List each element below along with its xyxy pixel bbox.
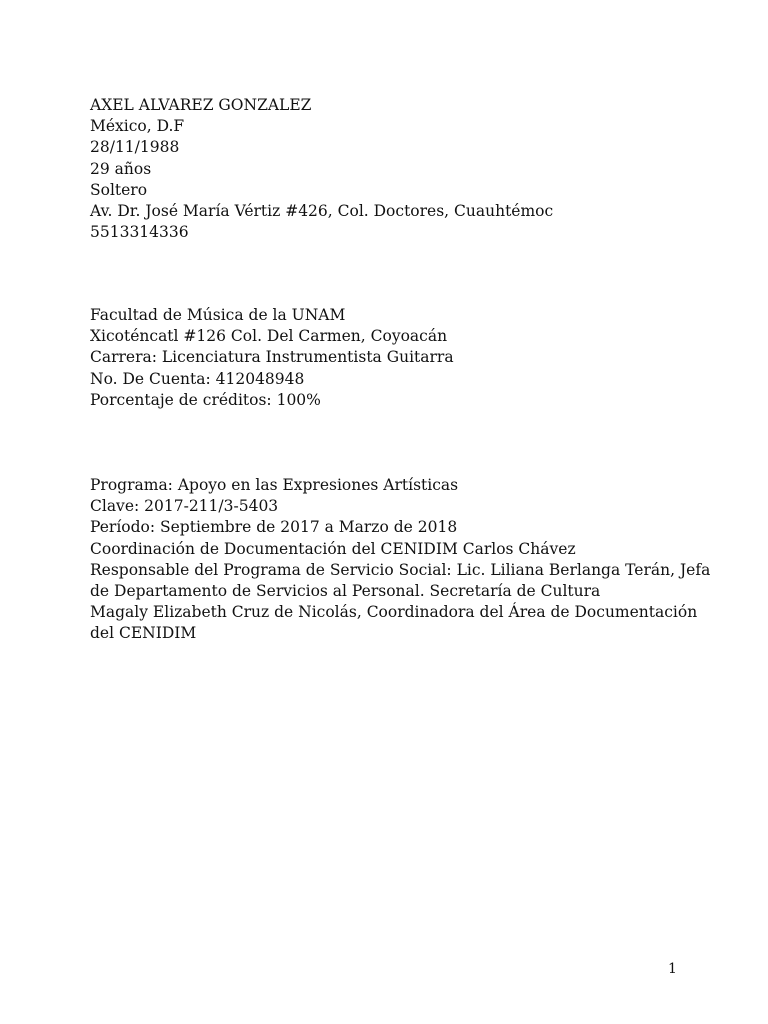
birthplace: México, D.F — [90, 117, 185, 136]
program-info-section — [90, 475, 711, 645]
school-info-section — [90, 305, 690, 411]
program-coordinator-line-1: Magaly Elizabeth Cruz de Nicolás, Coordinadora del Área de Documentación — [90, 603, 698, 622]
account-number: No. De Cuenta: 412048948 — [90, 369, 305, 388]
program-coordination: Coordinación de Documentación del CENIDIM Carlos Chávez — [90, 539, 576, 558]
page-number: 1 — [668, 961, 677, 977]
faculty-name: Facultad de Música de la UNAM — [90, 306, 346, 324]
program-name: Programa: Apoyo en las Expresiones Artísticas — [90, 476, 459, 494]
student-name: AXEL ALVAREZ GONZALEZ — [90, 96, 312, 114]
faculty-address: Xicoténcatl #126 Col. Del Carmen, Coyoacán — [90, 327, 448, 346]
credits-percentage: Porcentaje de créditos: 100% — [90, 390, 321, 409]
birthdate: 28/11/1988 — [90, 138, 180, 157]
personal-info-section — [90, 95, 690, 243]
program-responsible-line-1: Responsable del Programa de Servicio Social: Lic. Liliana Berlanga Terán, Jefa — [90, 560, 711, 579]
program-period: Período: Septiembre de 2017 a Marzo de 2018 — [90, 518, 458, 537]
home-address: Av. Dr. José María Vértiz #426, Col. Doctores, Cuauhtémoc — [90, 202, 554, 221]
program-key: Clave: 2017-211/3-5403 — [90, 497, 279, 516]
marital-status: Soltero — [90, 180, 148, 199]
age: 29 años — [90, 159, 152, 178]
program-coordinator-line-2: del CENIDIM — [90, 624, 197, 643]
program-responsible-line-2: de Departamento de Servicios al Personal. Secretaría de Cultura — [90, 582, 601, 601]
career: Carrera: Licenciatura Instrumentista Guitarra — [90, 348, 454, 367]
phone-number: 5513314336 — [90, 223, 189, 242]
